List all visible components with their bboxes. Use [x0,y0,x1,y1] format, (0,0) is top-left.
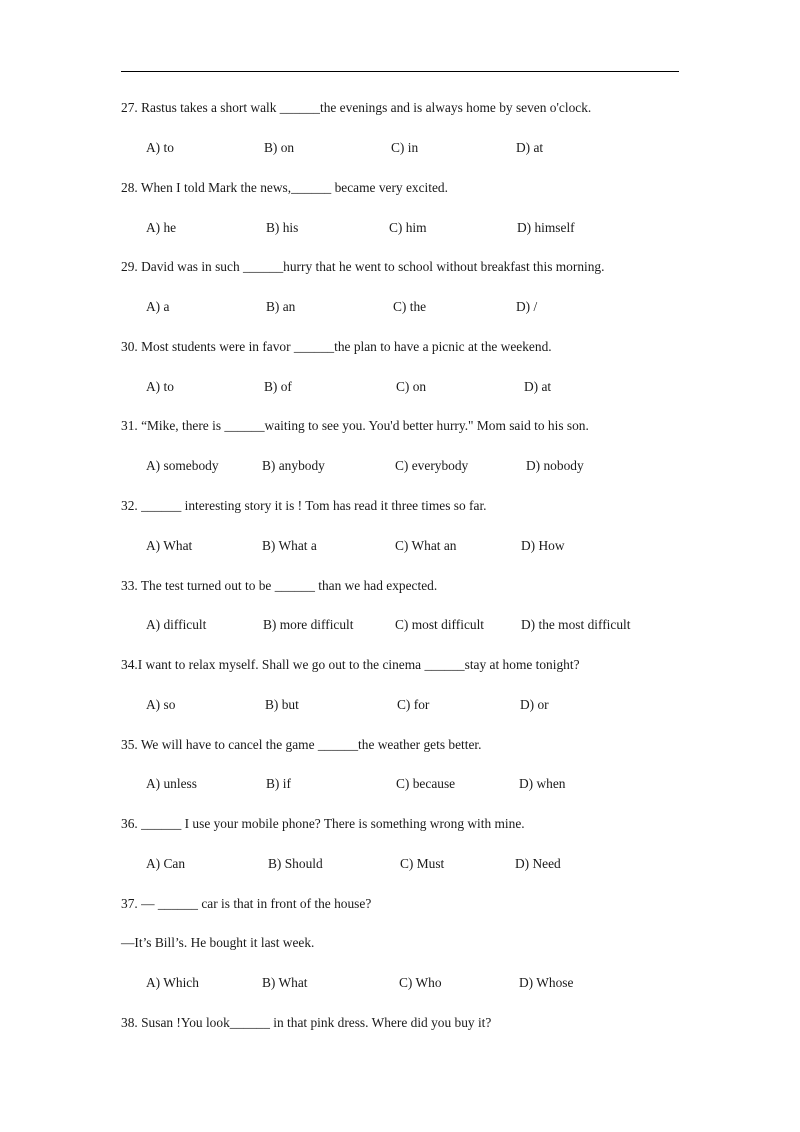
option-a[interactable]: A) difficult [146,617,207,632]
option-c[interactable]: C) What an [395,538,457,553]
option-d[interactable]: D) nobody [526,458,584,473]
option-a[interactable]: A) Can [146,856,186,871]
option-a[interactable]: A) to [146,379,174,394]
option-d[interactable]: D) How [521,538,565,553]
dialogue-reply: —It’s Bill’s. He bought it last week. [121,935,315,950]
option-d[interactable]: D) / [516,299,538,314]
question-33: 33. The test turned out to be ______ than we had expected. [121,578,438,593]
option-a[interactable]: A) he [146,220,177,235]
option-b[interactable]: B) What [262,975,308,990]
question-32: 32. ______ interesting story it is ! Tom has read it three times so far. [121,498,487,513]
option-b[interactable]: B) of [264,379,292,394]
option-a[interactable]: A) What [146,538,193,553]
option-b[interactable]: B) What a [262,538,317,553]
option-b[interactable]: B) an [266,299,296,314]
header-rule [121,71,679,72]
option-d[interactable]: D) the most difficult [521,617,631,632]
question-30: 30. Most students were in favor ______the plan to have a picnic at the weekend. [121,339,552,354]
option-d[interactable]: D) or [520,697,549,712]
option-c[interactable]: C) on [396,379,427,394]
option-d[interactable]: D) Whose [519,975,574,990]
option-c[interactable]: C) because [396,776,456,791]
question-29: 29. David was in such ______hurry that he went to school without breakfast this morning. [121,259,605,274]
option-b[interactable]: B) if [266,776,291,791]
option-a[interactable]: A) so [146,697,176,712]
option-a[interactable]: A) somebody [146,458,219,473]
option-b[interactable]: B) Should [268,856,323,871]
option-c[interactable]: C) the [393,299,427,314]
question-36: 36. ______ I use your mobile phone? There is something wrong with mine. [121,816,525,831]
option-b[interactable]: B) more difficult [263,617,354,632]
question-37: 37. — ______ car is that in front of the house? [121,896,372,911]
question-28: 28. When I told Mark the news,______ became very excited. [121,180,448,195]
option-c[interactable]: C) Must [400,856,445,871]
option-a[interactable]: A) unless [146,776,197,791]
option-a[interactable]: A) to [146,140,174,155]
option-b[interactable]: B) but [265,697,299,712]
option-a[interactable]: A) a [146,299,170,314]
option-c[interactable]: C) Who [399,975,442,990]
option-d[interactable]: D) Need [515,856,561,871]
option-b[interactable]: B) anybody [262,458,325,473]
question-34: 34.I want to relax myself. Shall we go out to the cinema ______stay at home tonight? [121,657,580,672]
option-d[interactable]: D) at [524,379,552,394]
question-27: 27. Rastus takes a short walk ______the evenings and is always home by seven o'clock. [121,100,592,115]
option-c[interactable]: C) everybody [395,458,469,473]
option-c[interactable]: C) for [397,697,430,712]
option-b[interactable]: B) on [264,140,295,155]
option-a[interactable]: A) Which [146,975,199,990]
option-c[interactable]: C) in [391,140,419,155]
option-c[interactable]: C) most difficult [395,617,485,632]
option-d[interactable]: D) himself [517,220,575,235]
question-38: 38. Susan !You look______ in that pink dress. Where did you buy it? [121,1015,492,1030]
option-d[interactable]: D) when [519,776,566,791]
question-31: 31. “Mike, there is ______waiting to see you. You'd better hurry." Mom said to his son. [121,418,589,433]
option-d[interactable]: D) at [516,140,544,155]
question-35: 35. We will have to cancel the game ______the weather gets better. [121,737,482,752]
option-b[interactable]: B) his [266,220,299,235]
option-c[interactable]: C) him [389,220,427,235]
